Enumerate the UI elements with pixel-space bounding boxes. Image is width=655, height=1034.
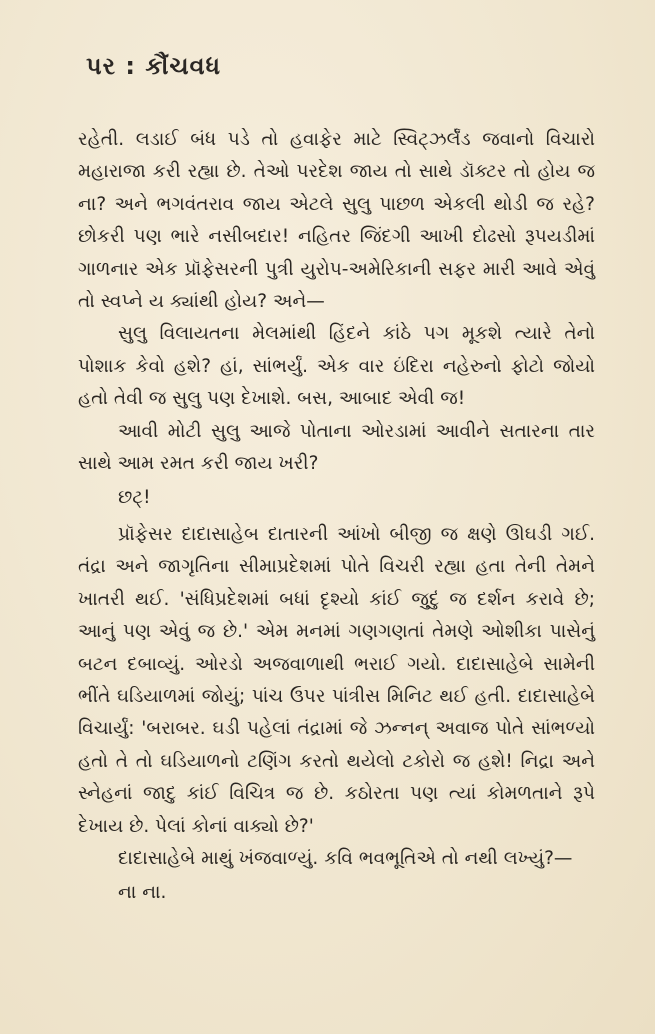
header-separator: :: [125, 52, 136, 80]
paragraph-3: આવી મોટી સુલુ આજે પોતાના ઓરડામાં આવીને સતારના તાર સાથે આમ રમત કરી જાય ખરી?: [78, 420, 595, 475]
paragraph-5: પ્રૉફેસર દાદાસાહેબ દાતારની આંખો બીજી જ ક્ષણે ઊઘડી ગઈ. તંદ્રા અને જાગૃતિના સીમાપ્રદેશમાં પોતે વિચરી રહ્યા હતા તેની તેમને ખાતરી થઈ. 'સંધિપ્રદેશમાં બધાં દૃશ્યો કાંઈ જુદું જ દર્શન કરાવે છે; આનું પણ એવું જ છે.' એમ મનમાં ગણગણતાં તેમણે ઓશીકા પાસેનું બટન દબાવ્યું. ઓરડો અજવાળાથી ભરાઈ ગયો. દાદાસાહેબે સામેની ભીંતે ઘડિયાળમાં જોયું; પાંચ ઉપર પાંત્રીસ મિનિટ થઈ હતી. દાદાસાહેબે વિચાર્યું: 'બરાબર. ઘડી પહેલાં તંદ્રામાં જે ઝન્નન્ અવાજ પોતે સાંભળ્યો હતો તે તો ઘડિયાળનો ટણિંગ કરતો થયેલો ટકોરો જ હશે! નિદ્રા અને સ્નેહનાં જાદુ કાંઈ વિચિત્ર જ છે. કઠોરતા પણ ત્યાં કોમળતાને રૂપે દેખાય છે. પેલાં કોનાં વાક્યો છે?': [78, 523, 595, 837]
paragraph-7: ના ના.: [118, 882, 167, 904]
paragraph-6: દાદાસાહેબે માથું ખંજવાળ્યું. કવિ ભવભૂતિએ તો નથી લખ્યું?—: [118, 847, 573, 869]
paragraph-2: સુલુ વિલાયતના મેલમાંથી હિંદને કાંઠે પગ મૂકશે ત્યારે તેનો પોશાક કેવો હશે? હાં, સાંભર્યું. એક વાર ઇંદિરા નહેરુનો ફોટો જોયો હતો તેવી જ સુલુ પણ દેખાશે. બસ, આબાદ એવી જ!: [78, 323, 595, 410]
paragraph-1: રહેતી. લડાઈ બંધ પડે તો હવાફેર માટે સ્વિટ્ઝર્લૅંડ જવાનો વિચારો મહારાજા કરી રહ્યા છે. તેઓ પરદેશ જાય તો સાથે ડૉક્ટર તો હોય જ ના? અને ભગવંતરાવ જાય એટલે સુલુ પાછળ એકલી થોડી જ રહે? છોકરી પણ ભારે નસીબદાર! નહિતર જિંદગી આખી દોઢસો રૂપયડીમાં ગાળનાર એક પ્રૉફેસરની પુત્રી યુરોપ-અમેરિકાની સફર મારી આવે એવું તો સ્વપ્ને ય ક્યાંથી હોય? અને—: [78, 129, 595, 313]
running-title: કૌંચવધ: [145, 52, 221, 80]
running-head: [86, 52, 595, 80]
page-number: પર: [86, 52, 116, 80]
paragraph-4: છટ્!: [118, 487, 151, 509]
